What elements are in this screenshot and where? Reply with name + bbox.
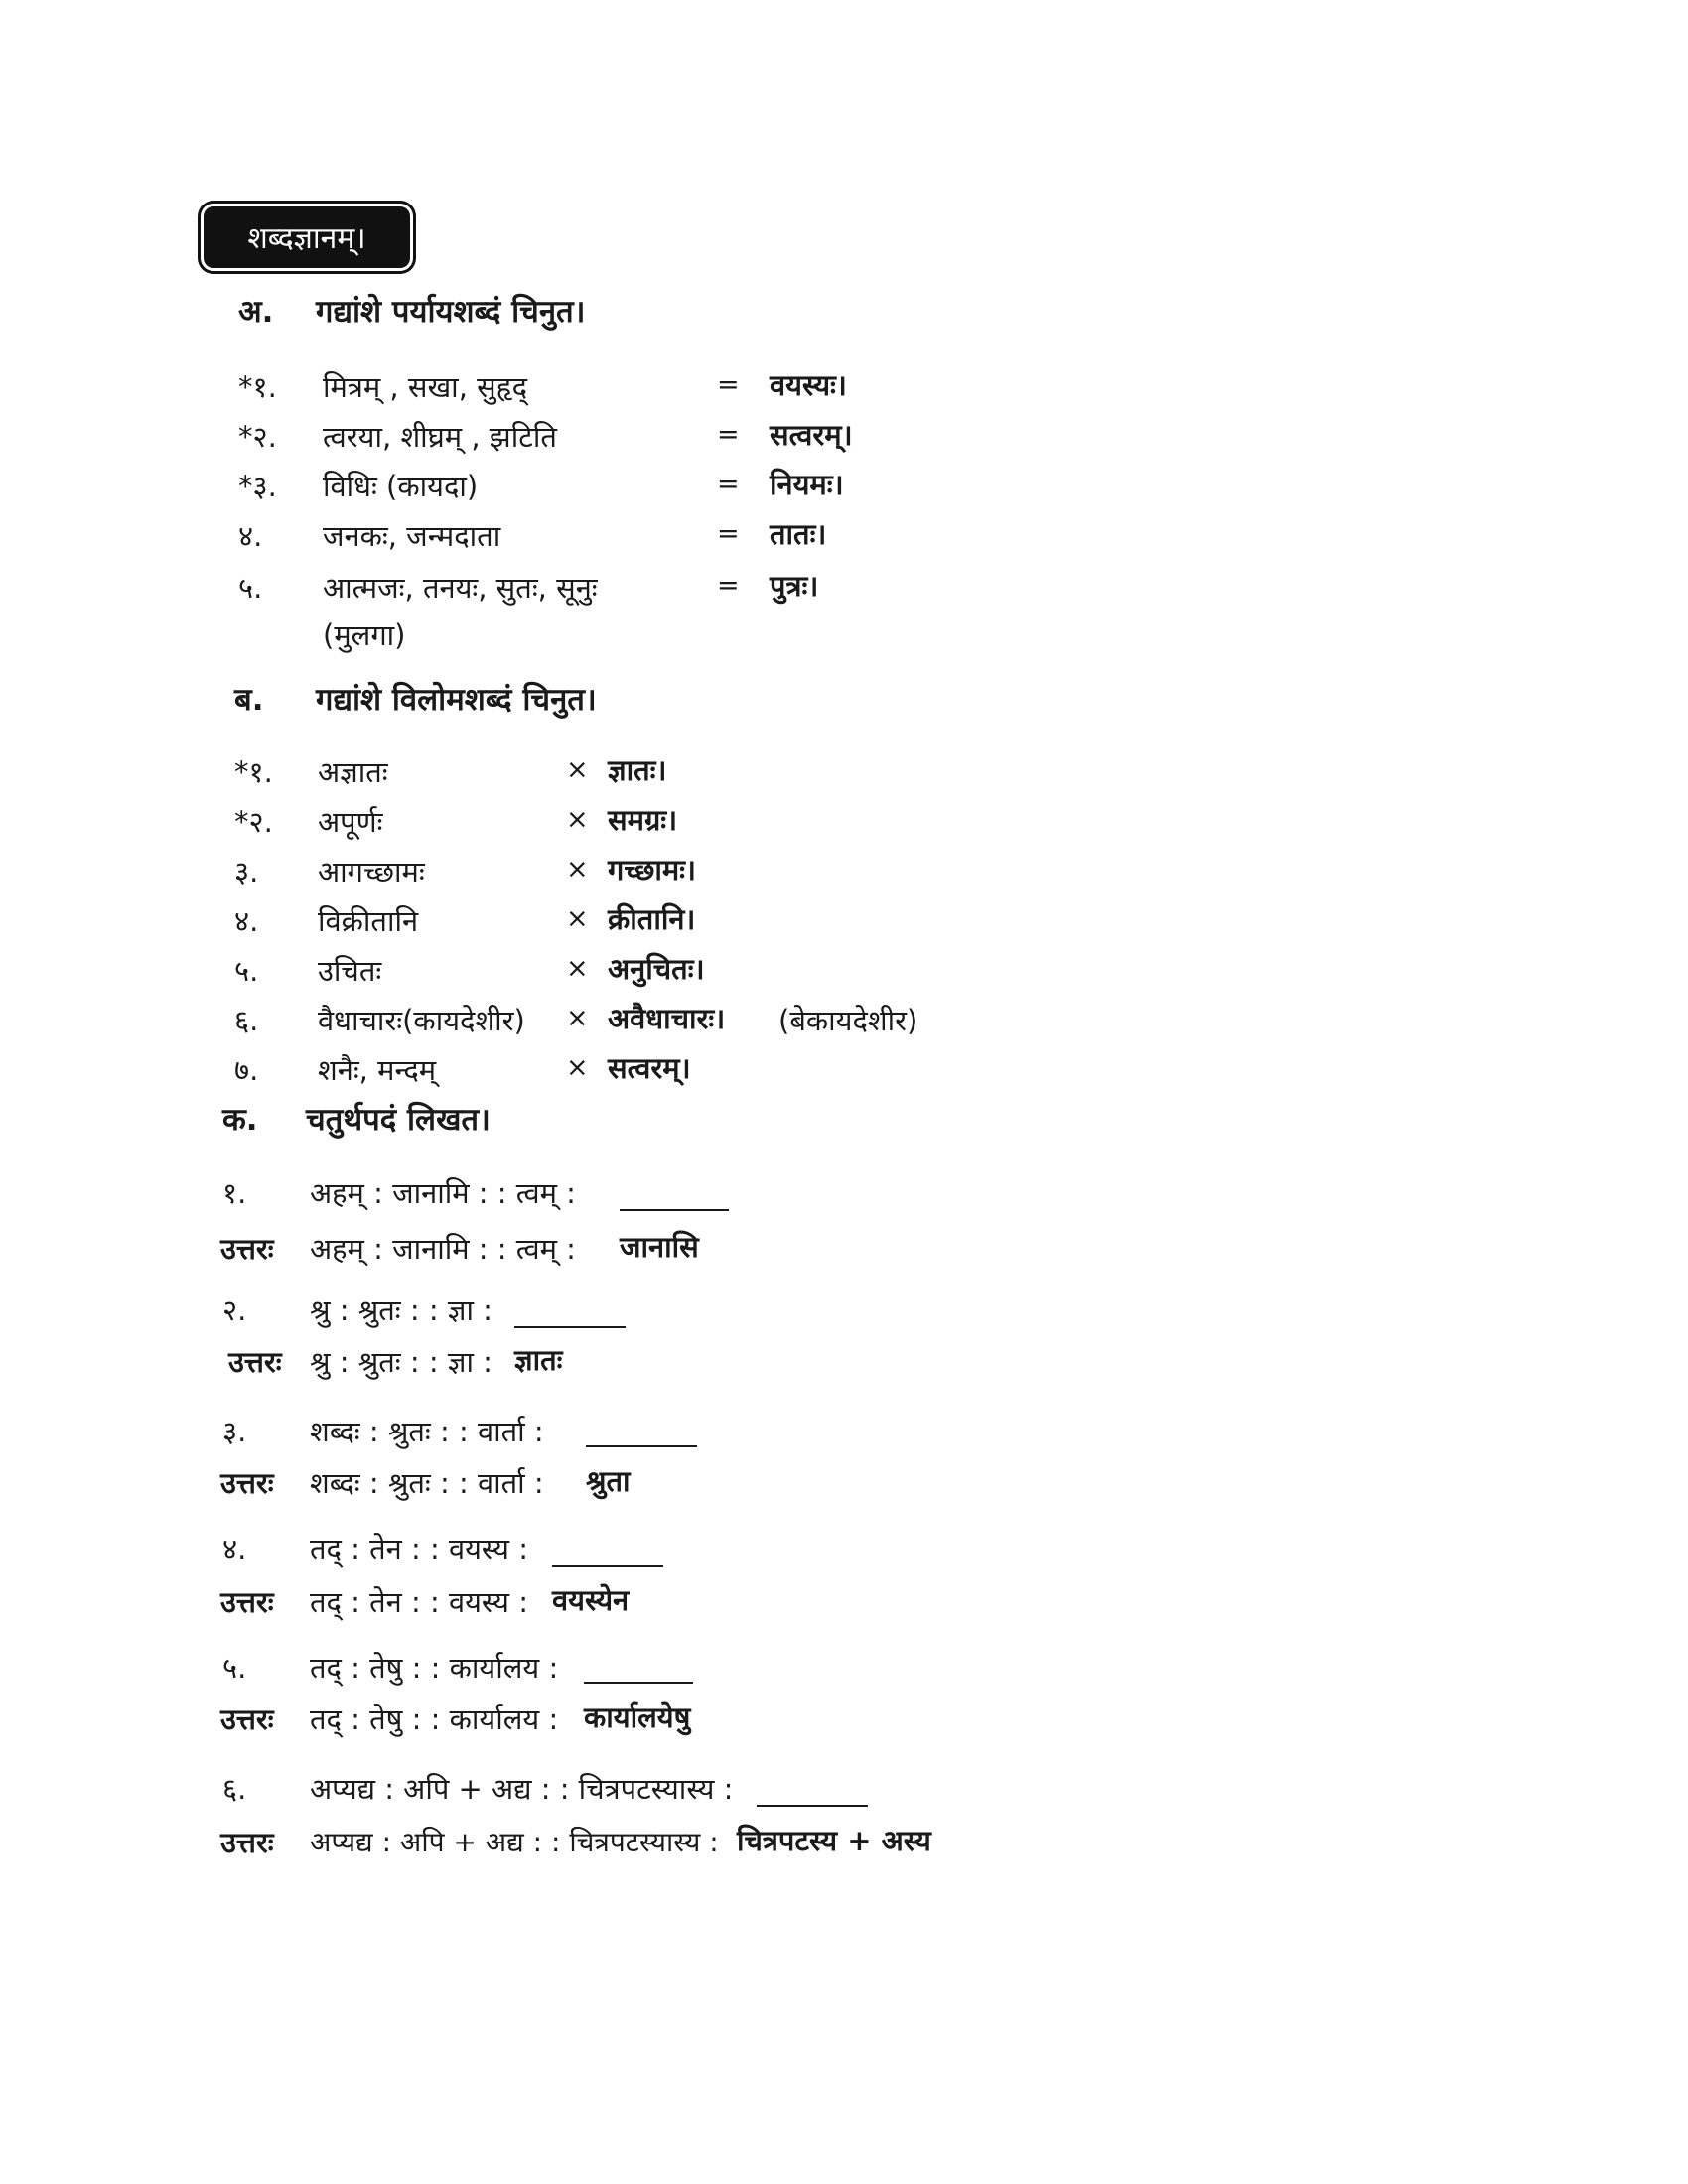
item-words: आत्मजः, तनयः, सुतः, सूनुः — [323, 571, 598, 605]
item-answer: ज्ञातः। — [608, 753, 667, 787]
analogy-answer-line: श्रु : श्रुतः : : ज्ञा : — [310, 1345, 492, 1379]
sec-b-label: ब. — [234, 682, 264, 718]
analogy-answer-line: अहम् : जानामि : : त्वम् : — [310, 1232, 576, 1266]
item-answer: अवैधाचारः। — [608, 1002, 726, 1035]
answer-blank — [514, 1326, 626, 1328]
answer-blank — [620, 1209, 729, 1211]
item-words: विधिः (कायदा) — [323, 470, 479, 503]
equals-sign: = — [717, 570, 740, 601]
item-word: अज्ञातः — [318, 755, 388, 789]
equals-sign: = — [717, 518, 740, 549]
item-number: ४. — [238, 519, 263, 553]
answer-label: उत्तरः — [220, 1585, 274, 1619]
sec-a-heading: गद्यांशे पर्यायशब्दं चिनुत। — [316, 294, 586, 330]
opposite-sign: × — [566, 1052, 589, 1083]
opposite-sign: × — [566, 1003, 589, 1033]
answer-label: उत्तरः — [220, 1703, 274, 1736]
item-words-gloss: (मुलगा) — [323, 618, 406, 652]
item-number: *१. — [234, 755, 273, 789]
answer-label: उत्तरः — [220, 1232, 274, 1266]
analogy-question: अहम् : जानामि : : त्वम् : — [310, 1176, 576, 1210]
sec-c-label: क. — [222, 1102, 258, 1138]
item-number: ४. — [222, 1532, 247, 1566]
sec-c-heading: चतुर्थपदं लिखत। — [306, 1102, 491, 1138]
item-number: ४. — [234, 904, 259, 938]
sec-a-label: अ. — [238, 294, 274, 330]
opposite-sign: × — [566, 854, 589, 885]
answer-label: उत्तरः — [220, 1466, 274, 1500]
item-words: जनकः, जन्मदाता — [323, 519, 501, 553]
sec-b-heading: गद्यांशे विलोमशब्दं चिनुत। — [316, 682, 597, 718]
answer-blank — [552, 1565, 663, 1567]
badge-text: शब्दज्ञानम्। — [247, 221, 366, 256]
item-number: २. — [222, 1294, 247, 1327]
analogy-answer-line: अप्यद्य : अपि + अद्य : : चित्रपटस्यास्य : — [310, 1826, 719, 1858]
answer-blank — [586, 1445, 697, 1447]
item-number: ५. — [238, 571, 263, 605]
item-note: (बेकायदेशीर) — [778, 1004, 918, 1037]
item-answer: समग्रः। — [608, 803, 678, 837]
analogy-answer-line: तद् : तेषु : : कार्यालय : — [310, 1703, 559, 1736]
item-word: उचितः — [318, 954, 382, 988]
item-words: त्वरया, शीघ्रम् , झटिति — [323, 420, 557, 454]
section-badge — [204, 206, 410, 268]
opposite-sign: × — [566, 903, 589, 934]
item-number: ३. — [222, 1415, 247, 1448]
item-answer: सत्वरम्। — [770, 418, 853, 452]
analogy-answer: कार्यालयेषु — [584, 1701, 691, 1734]
opposite-sign: × — [566, 754, 589, 785]
analogy-answer-line: शब्दः : श्रुतः : : वार्ता : — [310, 1466, 544, 1500]
equals-sign: = — [717, 419, 740, 450]
opposite-sign: × — [566, 804, 589, 835]
item-number: *१. — [238, 370, 277, 404]
analogy-question: श्रु : श्रुतः : : ज्ञा : — [310, 1294, 492, 1327]
item-answer: वयस्यः। — [770, 368, 847, 402]
analogy-answer: श्रुता — [586, 1464, 631, 1498]
item-answer: गच्छामः। — [608, 853, 697, 887]
item-word: विक्रीतानि — [318, 904, 419, 938]
item-number: ३. — [234, 855, 259, 888]
analogy-answer: ज्ञातः — [514, 1343, 563, 1377]
analogy-answer-line: तद् : तेन : : वयस्य : — [310, 1585, 528, 1619]
item-number: ७. — [234, 1053, 259, 1087]
item-number: ५. — [222, 1651, 247, 1685]
answer-blank — [584, 1682, 693, 1684]
analogy-question: अप्यद्य : अपि + अद्य : : चित्रपटस्यास्य : — [310, 1772, 734, 1806]
item-word: वैधाचारः(कायदेशीर) — [318, 1004, 525, 1037]
equals-sign: = — [717, 469, 740, 499]
equals-sign: = — [717, 369, 740, 400]
analogy-question: शब्दः : श्रुतः : : वार्ता : — [310, 1415, 544, 1448]
analogy-answer: चित्रपटस्य + अस्य — [737, 1824, 931, 1857]
item-word: शनैः, मन्दम् — [318, 1053, 437, 1087]
item-number: ५. — [234, 954, 259, 988]
item-number: १. — [222, 1176, 247, 1210]
answer-label: उत्तरः — [228, 1345, 282, 1379]
item-answer: सत्वरम्। — [608, 1051, 691, 1085]
item-answer: अनुचितः। — [608, 952, 705, 986]
item-word: अपूर्णः — [318, 805, 383, 839]
item-number: ६. — [222, 1772, 247, 1806]
item-word: आगच्छामः — [318, 855, 425, 888]
analogy-answer: वयस्येन — [552, 1583, 630, 1617]
analogy-question: तद् : तेषु : : कार्यालय : — [310, 1651, 559, 1685]
item-answer: नियमः। — [770, 468, 844, 501]
item-number: *३. — [238, 470, 277, 503]
item-number: *२. — [238, 420, 277, 454]
answer-label: उत्तरः — [220, 1826, 274, 1859]
item-answer: पुत्रः। — [770, 569, 819, 603]
analogy-question: तद् : तेन : : वयस्य : — [310, 1532, 528, 1566]
item-answer: क्रीतानि। — [608, 902, 696, 936]
opposite-sign: × — [566, 953, 589, 984]
item-words: मित्रम् , सखा, सुहृद् — [323, 370, 528, 404]
analogy-answer: जानासि — [620, 1230, 699, 1264]
item-answer: तातः। — [770, 517, 827, 551]
item-number: *२. — [234, 805, 273, 839]
answer-blank — [757, 1805, 868, 1807]
item-number: ६. — [234, 1004, 259, 1037]
